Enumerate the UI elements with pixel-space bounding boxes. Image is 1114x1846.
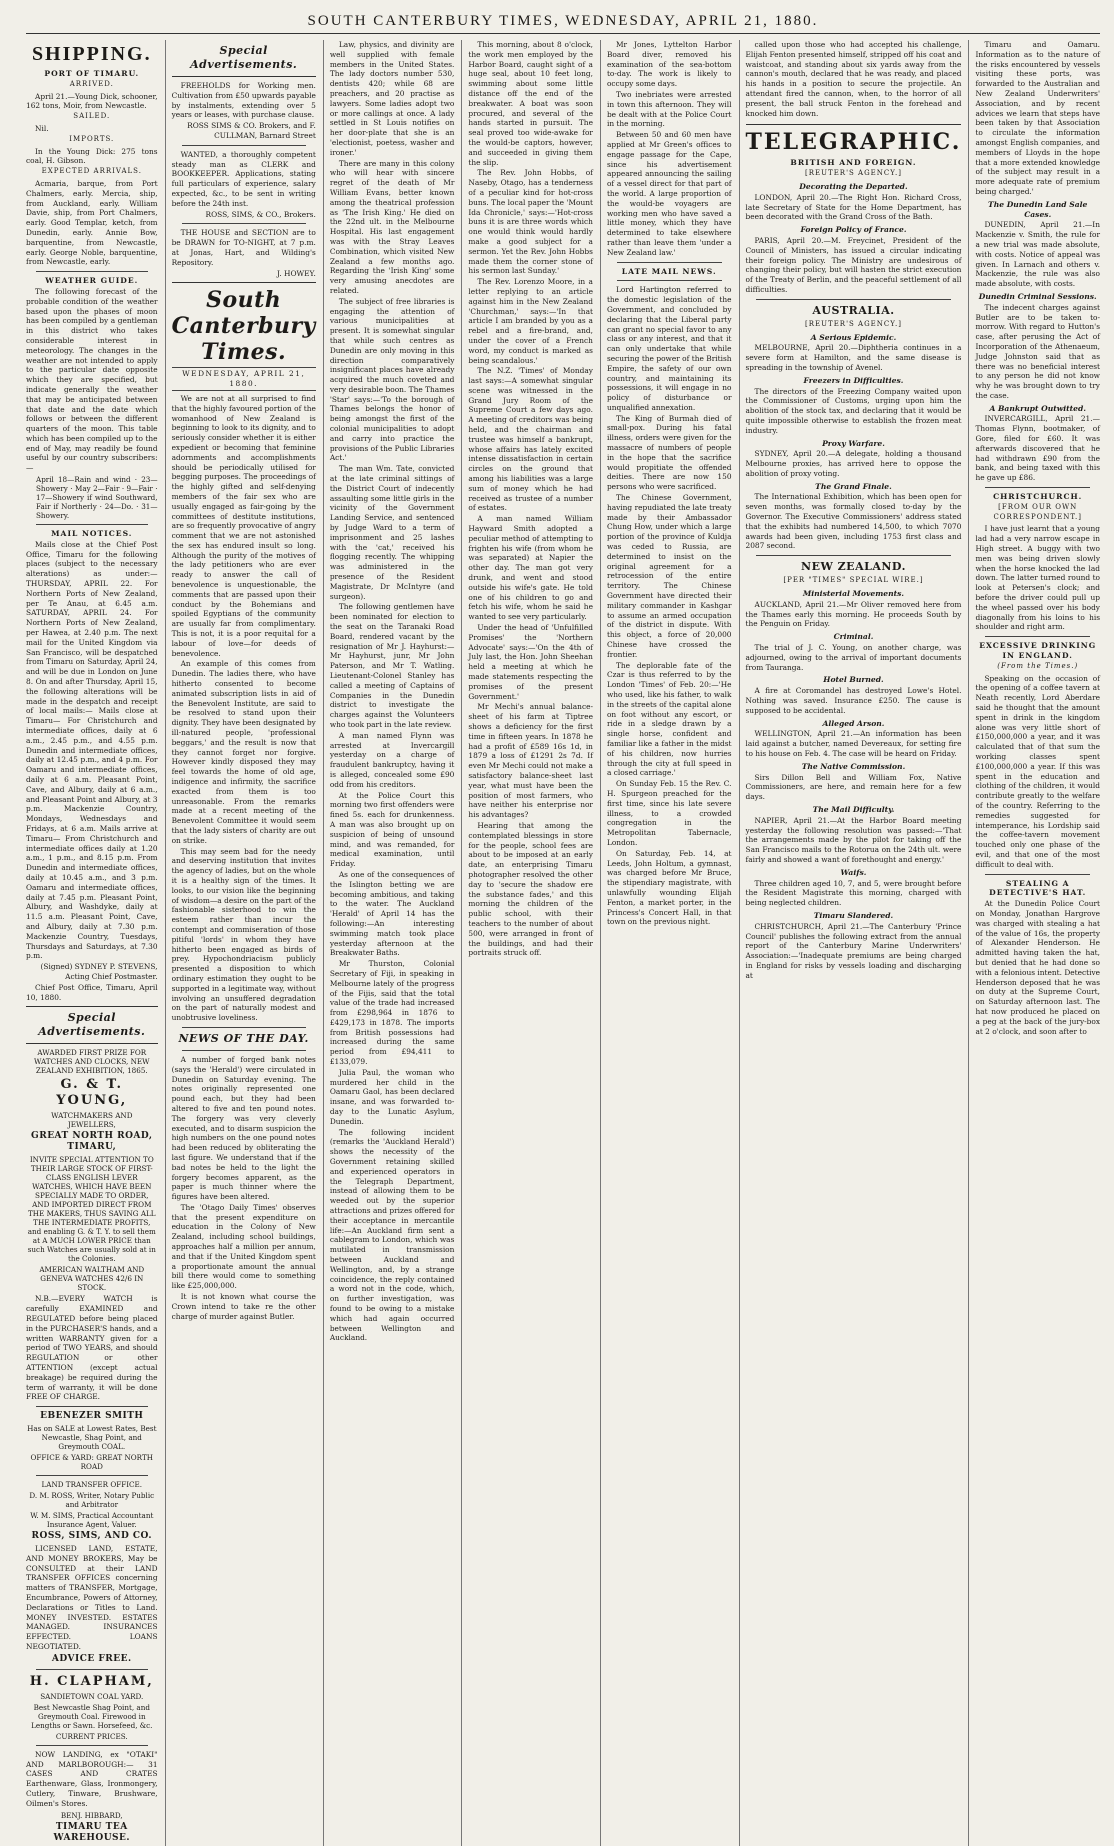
late-mail-heading: LATE MAIL NEWS. — [621, 266, 717, 276]
special-ads-heading-2: Special Advertisements. — [190, 44, 298, 71]
telegram-text: The International Exhibition, which has been open for seven months, was formally closed to-day by the Governor. The Executive Commissioners' address stated that the exhibits had numbered 14,500, to which 7070 awards had been given, including 1753 first class and 2087 second. — [745, 492, 962, 551]
telegram-text: The directors of the Freezing Company waited upon the Commissioner of Customs, urging upon him the abolition of the stock tax, and declaring that it would be quite impossible otherwise to establish the frozen meat industry. — [745, 386, 962, 435]
clapham-name: H. CLAPHAM, — [29, 1673, 154, 1689]
late-mail-paragraph: Lord Hartington referred to the domestic legislation of the Government, and concluded by declaring that the Liberal party can grant no special favor to any class or any interest, and that it can only undertake that while securing the power of the British Empire, the safety of our own country, and maintaining its possessions, it will engage in no policy of disturbance or unqualified annexation. — [606, 285, 732, 412]
young-trade: WATCHMAKERS AND JEWELLERS, — [51, 1111, 133, 1130]
divider — [756, 555, 952, 556]
divider — [617, 262, 722, 263]
reuters-agency: [REUTER'S AGENCY.] — [805, 319, 902, 328]
smith-name: EBENEZER SMITH — [40, 1411, 144, 1422]
news-paragraph: Under the head of 'Unfulfilled Promises' the 'Northern Advocate' says:—'On the 4th of July last, the Hon. John Sheehan held a meeting at which he made statements respecting the promises of the present Government.' — [468, 623, 593, 701]
telegram-text: WELLINGTON, April 21.—An information has been laid against a butcher, named Devereaux, for setting fire to his house on Feb. 4. The case will be heard on Friday. — [745, 729, 962, 759]
news-paragraph: The Rev. Lorenzo Moore, in a letter replying to an article against him in the New Zealand 'Churchman,' says:—'In that article I am branded by you as a rebel and a fire-brand, and, under the cover of a French word, my conduct is marked as being scandalous.' — [468, 277, 593, 365]
telegram-heading: Waifs. — [840, 867, 867, 877]
column-3 — [323, 40, 455, 1846]
news-paragraph: The following gentlemen have been nominated for election to the seat on the Taranaki Road Board, rendered vacant by the resignation of Mr J. Hayhurst:—Mr Hayhurst, junr, Mr John Paterson, and Mr T. Watling. Lieutenant-Colonel Stanley has called a meeting of Captains of Companies in the Dunedin district to investigate the charges against the Volunteers who took part in the late review. — [329, 602, 455, 729]
page-header: SOUTH CANTERBURY TIMES, WEDNESDAY, APRIL 21, 1880. — [26, 8, 1100, 34]
young-nb: N.B.—EVERY WATCH is carefully EXAMINED and REGULATED before being placed in the PURCHASER'S hands, and a written WARRANTY given for a period of TWO YEARS, and should REGULATION or other ATTENTION (except actual breakage) be required during the term of warranty, it will be done FREE OF CHARGE. — [26, 1294, 158, 1402]
mail-heading: MAIL NOTICES. — [51, 529, 133, 539]
news-paragraph: As one of the consequences of the Islington betting we are becoming ambitious, and taking to the water. The Auckland 'Herald' of April 14 has the following:—An interesting swimming match took place yesterday afternoon at the Breakwater Baths. — [329, 869, 455, 958]
smith-text: Has on SALE at Lowest Rates, Best Newcastle, Shag Point, and Greymouth COAL. — [27, 1424, 157, 1452]
divider — [985, 874, 1090, 875]
young-name: G. & T. YOUNG, — [56, 1077, 128, 1109]
australia-heading: AUSTRALIA. — [812, 303, 895, 317]
divider — [182, 1050, 306, 1051]
divider — [36, 1406, 148, 1407]
column-1 — [26, 40, 158, 1846]
divider — [756, 299, 952, 300]
expected-text: Acmaria, barque, from Port Chalmers, early. Mercia, ship, from Auckland, early. William Davie, ship, from Port Chalmers, early. Good Templar, ketch, from Dunedin, early. Annie Bow, barquentine, from Newcastle, early. George Noble, barquentine, from Newcastle, early. — [26, 178, 158, 267]
telegram-text: DUNEDIN, April 21.—In Mackenzie v. Smith, the rule for a new trial was made absolute, with costs. Notice of appeal was given. In Larnach and others v. Mackenzie, the rule was also made absolute, with costs. — [975, 220, 1100, 289]
paper-title: South Canterbury Times. — [171, 287, 316, 366]
rsc-advice: ADVICE FREE. — [51, 1653, 132, 1664]
telegram-text: AUCKLAND, April 21.—Mr Oliver removed here from the Thames early this morning. He proceeds South by the Penguin on Friday. — [745, 599, 962, 629]
telegram-text: Three children aged 10, 7, and 5, were brought before the Resident Magistrate this morning, charged with being neglected children. — [745, 878, 962, 908]
telegram-text: The trial of J. C. Young, on another charge, was adjourned, owing to the arrival of important documents from Tauranga. — [745, 643, 962, 672]
rsc-name: ROSS, SIMS, AND CO. — [31, 1531, 152, 1542]
news-paragraph: At the Police Court this morning two first offenders were fined 5s. each for drunkenness. A man was also brought up on suspicion of being of unsound mind, and was remanded, for medical examination, until Friday. — [329, 790, 455, 869]
excessive-drinking-heading: EXCESSIVE DRINKING IN ENGLAND. — [979, 641, 1097, 661]
late-mail-paragraph: On Sunday Feb. 15 the Rev. C. H. Spurgeon preached for the first time, since his late severe illness, to a crowded congregation in the Metropolitan Tabernacle, London. — [606, 779, 732, 847]
paper-date: WEDNESDAY, APRIL 21, 1880. — [172, 367, 316, 391]
news-paragraph: This morning, about 8 o'clock, the work men employed by the Harbor Board, caught sight of a huge seal, about 10 feet long, swimming about some little distance off the end of the breakwater. A boat was soon procured, and several of the hands started in pursuit. The seal proved too wide-awake for the would-be captors, however, and succeeded in giving them the slip. — [468, 40, 593, 167]
column-2 — [165, 40, 316, 1846]
leader-paragraph: An example of this comes from Dunedin. The ladies there, who have hitherto consented to become animated subscription lists in aid of the Benevolent Institute, are said to be resolved to stand upon their dignity. They have been designated by ill-natured people, 'professional beggars,' and the result is now that they cannot forget nor forgive. However kindly disposed they may feel towards the home of old age, indigence and infirmity, the sacrifice exacted from them is too unreasonable. From the remarks made at a recent meeting of the Benevolent Committee it would seem that the lady sisters of charity are out on strike. — [171, 659, 316, 845]
mail-office: Chief Post Office, Timaru, April 10, 1880. — [26, 982, 158, 1002]
rsc-text: LICENSED LAND, ESTATE, AND MONEY BROKERS, May be CONSULTED at their LAND TRANSFER OFFICES concerning matters of TRANSFER, Mortgage, Encumbrance, Powers of Attorney, Declarations or Titles to Land. MONEY INVESTED. ESTATES MANAGED. INSURANCES EFFECTED. LOANS NEGOTIATED. — [26, 1544, 158, 1652]
clapham-text: Best Newcastle Shag Point, and Greymouth Coal. Firewood in Lengths or Sawn. Horsefeed, &c. — [31, 1702, 153, 1730]
divider — [36, 1669, 148, 1670]
news-paragraph: There are many in this colony who will hear with sincere regret of the death of Mr William Evans, better known among the theatrical profession as 'The Irish King.' He died on the 22nd ult. in the Melbourne Hospital. His last engagement was with the Stray Leaves Combination, which visited New Zealand a few months ago. Regarding the 'Irish King' some very amusing anecdotes are related. — [329, 158, 455, 295]
late-mail-paragraph: The King of Burmah died of small-pox. During his fatal illness, orders were given for the massacre of numbers of people in the hope that the sacrifice would propitiate the offended deities. There are now 150 persons who were sacrificed. — [606, 413, 732, 492]
telegram-text: SYDNEY, April 20.—A delegate, holding a thousand Melbourne proxies, has arrived here to oppose the abolition of proxy voting. — [745, 449, 962, 478]
imports-text: In the Young Dick: 275 tons coal, H. Gibson. — [26, 146, 158, 166]
stealing-hat-text: At the Dunedin Police Court on Monday, Jonathan Hargrove was charged with stealing a hat of the value of 16s, the property of Alexander Henderson. He admitted having taken the hat, but denied that he had done so with a felonious intent. Detective Henderson deposed that he was on duty at the Supreme Court, on Saturday afternoon last. The hat now produced he placed on a peg at the back of the jury-box at 2 o'clock, and soon after to — [975, 899, 1100, 1036]
news-paragraph: The N.Z. 'Times' of Monday last says:—A somewhat singular scene was witnessed in the Grand Jury Room of the Supreme Court a few days ago. A meeting of creditors was being held, and the chairman and trustee was himself a bankrupt, whose affairs has lately excited intense dissatisfaction in certain circles on the ground that among his liabilities was a large sum of money which he had received as trustee of a number of estates. — [468, 366, 593, 513]
ad-house-sign: J. HOWEY. — [276, 268, 316, 278]
divider — [617, 280, 722, 281]
ad-house: THE HOUSE and SECTION are to be DRAWN for TO-NIGHT, at 7 p.m. at Jonas, Hart, and Wilding's Repository. — [171, 228, 316, 267]
telegram-text: A fire at Coromandel has destroyed Lowe's Hotel. Nothing was saved. Insurance £250. The cause is supposed to be accidental. — [745, 686, 962, 715]
divider — [36, 524, 148, 525]
news-paragraph: Mr Jones, Lyttelton Harbor Board diver, removed his examination of the sea-bottom to-day. The work is likely to occupy some days. — [606, 40, 732, 89]
stealing-hat-heading: STEALING A DETECTIVE'S HAT. — [989, 878, 1087, 898]
telegram-text: LONDON, April 20.—The Right Hon. Richard Cross, late Secretary of State for the Home Department, has been decorated with the Grand Cross of the Bath. — [745, 192, 962, 222]
correspondent-note: [FROM OUR OWN CORRESPONDENT.] — [993, 502, 1082, 521]
source-note: (From the Times.) — [997, 661, 1079, 670]
ad-freeholds: FREEHOLDS for Working men. Cultivation from £50 upwards payable by instalments, extending over 5 years or leases, with purchase clause. — [171, 81, 316, 120]
telegram-heading: Criminal. — [833, 632, 874, 642]
telegram-heading: Dunedin Criminal Sessions. — [978, 291, 1097, 301]
news-paragraph: Mr Thurston, Colonial Secretary of Fiji, in speaking in Melbourne lately of the progress of the Fijis, said that the total value of the trade had increased from £298,964 in 1876 to £429,173 in 1878. The imports from British possessions had increased during the same period from £94,411 to £133,079. — [329, 959, 455, 1067]
late-mail-paragraph: The deplorable fate of the Czar is thus referred to by the London 'Times' of Feb. 20:—'He who used, like his father, to walk in the streets of the capital alone on foot without any escort, or ride in a sledge drawn by a single horse, confident and familiar like a father in the midst of his children, now hurries through the city at full speed in a closed carriage.' — [606, 660, 732, 778]
telegram-heading: Proxy Warfare. — [822, 438, 885, 448]
divider — [182, 223, 306, 224]
young-invite: INVITE SPECIAL ATTENTION TO THEIR LARGE STOCK OF FIRST-CLASS ENGLISH LEVER WATCHES, WHICH HAVE BEEN SPECIALLY MADE TO ORDER, AND IMPORTED DIRECT FROM THE MAKERS, THUS SAVING ALL THE INTERMEDIATE PROFITS, and enabling G. & T. Y. to sell them at A MUCH LOWER PRICE than such Watches are usually sold at in the Colonies. — [27, 1155, 156, 1264]
news-paragraph: It is not known what course the Crown intend to take re the other charge of murder against Butler. — [171, 1292, 316, 1321]
telegram-heading: Ministerial Movements. — [802, 589, 905, 599]
news-paragraph: Law, physics, and divinity are well supplied with female members in the United States. The lady doctors number 530, dentists 420; while 68 are preachers, and 20 practise as lawyers. Some ladies adopt two or more callings at once. A lady settled in St Louis notifies on her door-plate that she is an 'electionist, poetess, washer and ironer.' — [329, 40, 455, 157]
new-zealand-heading: NEW ZEALAND. — [801, 560, 906, 574]
weather-heading: WEATHER GUIDE. — [45, 276, 139, 286]
divider — [36, 271, 148, 272]
news-paragraph: A man named Flynn was arrested at Invercargill yesterday on a charge of fraudulent bankruptcy, having it is alleged, concealed some £90 odd from his creditors. — [329, 730, 455, 789]
telegram-heading: Timaru Slandered. — [813, 910, 894, 920]
telegram-text: The indecent charges against Butler are to be taken to-morrow. With regard to Hutton's case, after perusing the Act of Incorporation of the Athenaeum, Judge Johnston said that as there was no beneficial interest to any person he did not know why he was brought down to try the case. — [975, 302, 1100, 400]
sailed-text: Nil. — [35, 123, 49, 133]
telegram-heading: A Serious Epidemic. — [810, 332, 897, 342]
prices-label: CURRENT PRICES. — [55, 1731, 128, 1741]
news-paragraph: A number of forged bank notes (says the 'Herald') were circulated in Dunedin on Saturday evening. The notes originally represented one pound each, but they had been altered to five and ten pound notes. The forgery was very cleverly executed, and to disarm suspicion the high numbers on the one pound notes had been reduced by obliterating the last figure. We understand that if the bad notes be held to the light the forgery becomes apparent, as the paper is much thinner where the figures have been altered. — [171, 1054, 316, 1202]
hibbard-name: BENJ. HIBBARD, — [60, 1810, 123, 1820]
news-heading: NEWS OF THE DAY. — [178, 1031, 309, 1045]
divider — [26, 1043, 158, 1044]
telegraphic-heading: TELEGRAPHIC. — [746, 124, 962, 155]
news-paragraph: The subject of free libraries is engaging the attention of various municipalities at present. It is somewhat singular that while such centres as Dunedin are only moving in this direction comparatively insignificant places have already acquired the much coveted and very desirable boon. The Thames 'Star' says:—'To the borough of Thames belongs the honor of being amongst the first of the colonial municipalities to adopt and carry into practice the provisions of the Public Libraries Act.' — [329, 296, 455, 463]
smith-office: OFFICE & YARD: GREAT NORTH ROAD — [30, 1453, 154, 1472]
weather-text: The following forecast of the probable condition of the weather based upon the phases of moon has been compiled by a gentleman in this district who takes considerable interest in meteorology. The changes in the weather are not intended to apply to the particular date opposite which they are specified, but indicate generally the weather that may be anticipated between that date and the date which follows or between the different quarters of the moon. This table which has been compiled up to the end of May, may readily be found useful by our country subscribers:— — [26, 286, 158, 473]
leader-paragraph: We are not at all surprised to find that the highly favoured portion of the womanhood of New Zealand is beginning to look to its dignity, and to seriously consider whether it is either expedient or becoming that feminine adornments and accomplishments should be periodically utilised for begging purposes. The proceedings of the highly gifted and self-denying members of the fair sex who are usually engaged as fair-going by the committees of destitute institutions, are so frequently provocative of angry comment that we are not astonished the sex has endured insult so long. Although the purity of the motives of the lady petitioners who are ever ready to answer the call of benevolence is unquestionable, the comments that are passed upon their conduct by the Bohemians and spoiled Egyptians of the community are usually far from complimentary. This is not, it is a poor requital for a labour of love—for deeds of benevolence. — [171, 393, 316, 658]
arrived-text: April 21.—Young Dick, schooner, 162 tons, Moir, from Newcastle. — [26, 91, 158, 111]
young-award: AWARDED FIRST PRIZE FOR WATCHES AND CLOCKS, NEW ZEALAND EXHIBITION, 1865. — [33, 1048, 150, 1076]
divider — [36, 1475, 148, 1476]
column-4 — [461, 40, 593, 1846]
telegram-text: NAPIER, April 21.—At the Harbor Board meeting yesterday the following resolution was passed:—'That the arrangements made by the pilot for taking off the San Francisco mails to the Rotorua on the 24th ult. were fairly and showed a want of forethought and energy.' — [745, 815, 962, 864]
news-paragraph: Two inebriates were arrested in town this afternoon. They will be dealt with at the Police Court in the morning. — [606, 89, 732, 129]
weather-list: April 18—Rain and wind · 23—Showery · May 2—Fair · 9—Fair · 17—Showery if wind Southward, Fair if Northerly · 24—Do. · 31—Showery. — [36, 475, 158, 521]
divider — [182, 145, 306, 146]
news-paragraph: The 'Otago Daily Times' observes that the present expenditure on education in the Colony of New Zealand, including school buildings, approaches half a million per annum, and that if the United Kingdom spent a proportionate amount the annual bill there would come to something like £25,000,000. — [171, 1202, 316, 1291]
ad-wanted-sign: ROSS, SIMS, & CO., Brokers. — [205, 209, 316, 219]
mail-signed: (Signed) SYDNEY P. STEVENS, Acting Chief Postmaster. — [40, 962, 158, 981]
news-paragraph: The following incident (remarks the 'Auckland Herald') shows the necessity of the Government retaining skilled and experienced operators in the Telegraph Department, instead of allowing them to be weeded out by the superior attractions and prizes offered for their acceptance in mercantile life:—An Auckland firm sent a cablegram to London, which was mutilated in transmission between Auckland and Wellington, and, by a strange coincidence, the reply contained a word not in the code, which, on further investigation, was found to be owing to a mistake which had again occurred between Wellington and Auckland. — [329, 1127, 455, 1343]
divider — [985, 636, 1090, 637]
young-address: GREAT NORTH ROAD, TIMARU, — [31, 1131, 153, 1153]
transfer-heading: LAND TRANSFER OFFICE. — [41, 1480, 143, 1490]
column-5 — [600, 40, 732, 1846]
news-paragraph: Between 50 and 60 men have applied at Mr Green's offices to engage passage for the Cape, since his advertisement appeared announcing the sailing of a vessel direct for that part of the world. A large proportion of the would-be voyagers are working men who have saved a little money, which they have determined to take elsewhere rather than leave them 'under a New Zealand law.' — [606, 130, 732, 257]
columns — [26, 40, 1100, 1843]
arrived-label: ARRIVED. — [69, 79, 114, 88]
telegram-text: PARIS, April 20.—M. Freycinet, President of the Council of Ministers, has issued a circular indicating their foreign policy. The Ministry are undesirous of changing their policy, but will hasten the strict execution of the Treaty of Berlin, and the peaceful settlement of all difficulties. — [745, 235, 962, 294]
telegram-text: Sirs Dillon Bell and William Fox, Native Commissioners, are here, and remain here for a few days. — [745, 772, 962, 802]
mail-text: Mails close at the Chief Post Office, Timaru for the following places (subject to the necessary alterations) as under:— THURSDAY, APRIL 22. For Northern Ports of New Zealand, per Te Anau, at 6.45 a.m. SATURDAY, APRIL 24. For Northern Ports of New Zealand, per Hawea, at 2.40 p.m. The next mail for the United Kingdom via San Francisco, will be despatched from Timaru on Saturday, April 24, and will be due in London on June 8. On and after Thursday, April 15, the following alterations will be made in the despatch and receipt of local mails:— Mails close at Timaru— For Christchurch and intermediate offices, daily at 6 a.m., 2.45 p.m., and 4.55 p.m. Dunedin and intermediate offices, daily at 12.45 p.m., and 4 p.m. For Oamaru and intermediate offices, daily at 6 a.m. Pleasant Point, Cave, and Albury, daily at 6 a.m., and Pleasant Point and Albury, at 3 p.m. Mackenzie Country, Mondays, Wednesdays and Fridays, at 6 a.m. Mails arrive at Timaru— From Christchurch and intermediate offices daily at 1.20 a.m., 1 p.m., and 8.15 p.m. From Dunedin and intermediate offices, daily at 10.45 a.m., and 3 p.m. Oamaru and intermediate offices, daily at 7.45 p.m. Pleasant Point, Albury, and Washdyke, daily at 11.5 a.m. Pleasant Point, Cave, and Albury, daily at 7.30 p.m. Mackenzie Country, Tuesdays, Thursdays and Saturdays, at 7.30 p.m. — [26, 539, 158, 961]
otaki-text: NOW LANDING, ex "OTAKI" AND MARLBOROUGH:— 31 CASES AND CRATES Earthenware, Glass, Ironmongery, Cutlery, Tinware, Brushware, Oilmen's Stores. — [26, 1749, 158, 1808]
expected-label: EXPECTED ARRIVALS. — [41, 167, 142, 176]
telegram-heading: The Dunedin Land Sale Cases. — [988, 199, 1088, 219]
news-paragraph: Hearing that among the contemplated blessings in store for the people, school fees are about to be imposed at an early date, an enterprising Timaru photographer resolved the other day to 'secure the shadow ere the substance fades,' and this morning the children of the public school, with their teachers to the number of about 500, were arranged in front of the buildings, and had their portraits struck off. — [468, 820, 593, 958]
port-heading: PORT OF TIMARU. — [44, 69, 140, 78]
telegram-heading: Foreign Policy of France. — [800, 225, 907, 235]
young-waltham: AMERICAN WALTHAM AND GENEVA WATCHES 42/6 IN STOCK. — [39, 1265, 145, 1293]
christchurch-text: I have just learnt that a young lad had a very narrow escape in High street. A buggy with two men was being driven slowly when the horse knocked the lad down. The latter turned round to look at Petersen's clock; and before the driver could pull up the wheel passed over his body diagonally from his loins to his shoulder and right arm. — [975, 524, 1100, 632]
clapham-sub: SANDIETOWN COAL YARD. — [40, 1691, 144, 1701]
late-mail-paragraph: The Chinese Government, having repudiated the late treaty made by their Ambassador Chung How, under which a large portion of the province of Kuldja was ceded to Russia, are determined to insist on the original agreement for a retrocession of the entire territory. The Chinese Government have directed their military commander in Kashgar to assume an armed occupation of the district in dispute. With this object, a force of 20,000 Chinese have crossed the frontier. — [606, 493, 732, 659]
telegram-heading: A Bankrupt Outwitted. — [989, 403, 1086, 413]
news-paragraph: called upon those who had accepted his challenge, Elijah Fenton presented himself, stripped off his coat and waistcoat, and standing about six yards away from the cannon's mouth, declared that he was ready, and placed his hands in a position to secure the projectile. An attendant fired the cannon, when, to the horror of all present, the ball struck Fenton in the forehead and knocked him down. — [745, 40, 962, 118]
telegram-heading: Decorating the Departed. — [799, 181, 908, 191]
news-paragraph: Julia Paul, the woman who murdered her child in the Oamaru Gaol, has been declared insane, and was forwarded to-day to the Lunatic Asylum, Dunedin. — [329, 1067, 455, 1126]
telegram-heading: Hotel Burned. — [823, 675, 884, 685]
reuters-agency: [REUTER'S AGENCY.] — [805, 169, 902, 178]
sailed-label: SAILED. — [73, 112, 111, 121]
divider — [182, 1027, 306, 1028]
telegram-text: CHRISTCHURCH, April 21.—The Canterbury 'Prince Council' publishes the following extract from the annual report of the Canterbury Marine Underwriters' Association:—'Inadequate premiums are being charged in England for risks by vessels loading and discharging at — [745, 921, 962, 980]
british-foreign-heading: BRITISH AND FOREIGN. — [790, 158, 917, 168]
christchurch-heading: CHRISTCHURCH. — [993, 492, 1083, 502]
excessive-drinking-text: Speaking on the occasion of the opening of a coffee tavern at Neath recently, Lord Aberdare said he thought that the amount spent in drink in the kingdom alone was very little short of £150,000,000 a year, and it was calculated that of that sum the working classes spent £100,000,000 a year. If this was spent in the education and clothing of the children, it would contribute greatly to the welfare of the country. Referring to the remedies suggested for intemperance, his Lordship said the coffee-tavern movement touched only one phase of the evil, and that one of the most difficult to deal with. — [975, 673, 1100, 869]
ad-freeholds-sign: ROSS SIMS & CO. Brokers, and F. CULLMAN, Barnard Street — [187, 121, 316, 140]
news-paragraph: The Rev. John Hobbs, of Naseby, Otago, has a tenderness of a peculiar kind for hot-cross buns. The local paper the 'Mount Ida Chronicle,' says:—'Hot-cross buns it is are three words which one would think would hardly make a good subject for a sermon. Yet the Rev. John Hobbs made them the corner stone of his sermon last Sunday.' — [468, 168, 593, 276]
telegram-text: MELBOURNE, April 20.—Diphtheria continues in a severe form at Hamilton, and the same disease is spreading in the township of Avenel. — [745, 343, 962, 372]
special-wire: [PER "TIMES" SPECIAL WIRE.] — [783, 576, 924, 585]
news-paragraph: The man Wm. Tate, convicted at the late criminal sittings of the District Court of indecently assaulting some little girls in the vicinity of the Government Landing Service, and sentenced by Judge Ward to a term of imprisonment and 25 lashes with the 'cat,' received his flogging recently. The whipping was administered in the presence of the Resident Magistrate, Dr McIntyre (and surgeon). — [329, 464, 455, 601]
divider — [985, 487, 1090, 488]
ad-wanted: WANTED, a thoroughly competent steady man as CLERK and BOOKKEEPER. Applications, stating full particulars of experience, salary expected, &c., to be sent in writing before the 24th inst. — [171, 149, 316, 208]
divider — [172, 282, 316, 283]
telegram-text: Timaru and Oamaru. Information as to the nature of the risks encountered by vessels visiting these ports, was forwarded to the Australian and New Zealand Underwriters' Association, and by recent advices we learn that steps have been taken by that Association to circulate the information amongst English companies, and members of Lloyds in the hope that a more extended knowledge of the subject may result in a more adequate rate of premium being charged.' — [975, 40, 1100, 196]
telegram-heading: The Native Commission. — [801, 761, 906, 771]
telegram-heading: Freezers in Difficulties. — [803, 375, 904, 385]
telegram-heading: The Mail Difficulty. — [812, 805, 895, 814]
news-paragraph: Mr Mechi's annual balance-sheet of his farm at Tiptree shows a deficiency for the first time in fifteen years. In 1878 he had a profit of £589 16s 1d, in 1879 a loss of £1291 2s 7d. If even Mr Mechi could not make a satisfactory balance-sheet last year, what must have been the position of most farmers, who have neither his enterprise nor his advantages? — [468, 702, 593, 820]
column-7 — [968, 40, 1100, 1846]
leader-paragraph: This may seem bad for the needy and deserving institution that invites the agency of ladies, but on the whole it is a healthy sign of the times. It looks, to our vision like the beginning of wisdom—a desire on the part of the fashionable sisterhood to win the esteem rather than incur the contempt and commiseration of those pitiful 'lords' in whom they have hitherto been engaged as birds of prey. Hypochondriacism publicly presented a disposition to which ordinary estimation they ought to be supported in a legitimate way, without involving an unsuffered degradation on the part of naturally modest and unobtrusive loveliness. — [171, 846, 316, 1023]
telegram-heading: Alleged Arson. — [822, 718, 885, 728]
news-paragraph: A man named William Hayward Smith adopted a peculiar method of attempting to frighten his wife (from whom he was separated) at Napier the other day. The man got very drunk, and went and stood outside his wife's gate. He told one of his children to go and fetch his wife, whom he said he wanted to see very particularly. — [468, 514, 593, 622]
divider — [172, 76, 316, 77]
transfer-sims: W. M. SIMS, Practical Accountant Insurance Agent, Valuer. — [30, 1511, 154, 1530]
shipping-heading: SHIPPING. — [31, 43, 152, 65]
divider — [36, 1745, 148, 1746]
late-mail-paragraph: On Saturday, Feb. 14, at Leeds, John Holtum, a gymnast, was charged before Mr Bruce, the stipendiary magistrate, with unlawfully wounding Elijah Fenton, a market porter, in the Princess's Concert Hall, in that town on the previous night. — [606, 848, 732, 927]
hibbard-shop: TIMARU TEA WAREHOUSE. — [53, 1821, 131, 1843]
telegram-text: INVERCARGILL, April 21.—Thomas Flynn, bootmaker, of Gore, filed for £60. It was afterwards discovered that he had withdrawn £90 from the bank, and being taxed with this he gave up £86. — [975, 414, 1100, 483]
divider — [26, 1006, 158, 1007]
special-ads-heading: Special Advertisements. — [38, 1011, 146, 1039]
telegram-heading: The Grand Finale. — [815, 481, 892, 491]
column-6 — [739, 40, 962, 1846]
transfer-ross: D. M. ROSS, Writer, Notary Public and Arbitrator — [29, 1491, 155, 1510]
imports-label: IMPORTS. — [69, 134, 115, 143]
